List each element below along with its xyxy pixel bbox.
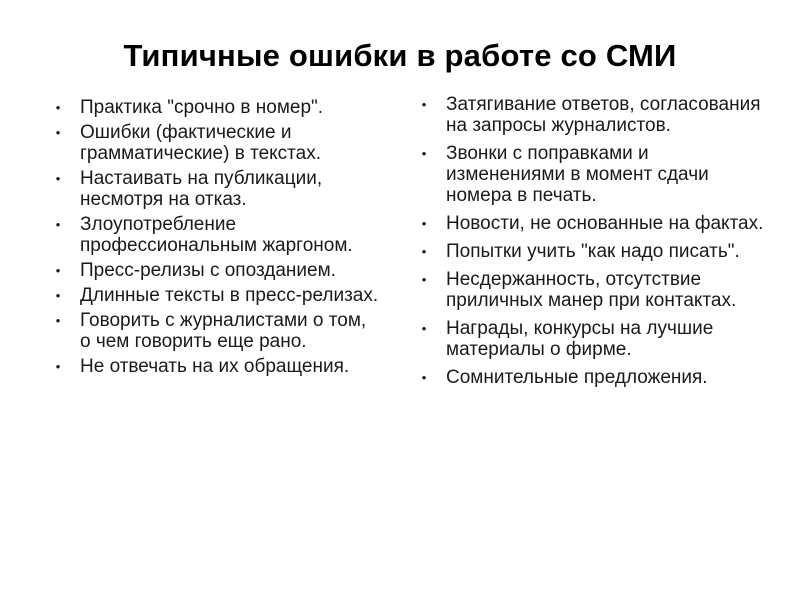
bullet-text: Говорить с журналистами о том, о чем говорить еще рано. [80,310,367,352]
bullet-icon: • [55,359,61,374]
bullet-text: Пресс-релизы с опозданием. [80,260,336,281]
bullet-item [50,97,380,118]
bullet-text: Попытки учить "как надо писать". [446,241,740,262]
bullet-text: Несдержанность, отсутствие приличных манер при контактах. [446,269,737,311]
bullet-icon: • [55,125,61,140]
bullet-icon: • [421,321,427,336]
bullet-icon: • [55,217,61,232]
bullet-item [50,356,380,377]
bullet-text: Награды, конкурсы на лучшие материалы о фирме. [446,318,714,360]
bullet-text: Настаивать на публикации, несмотря на отказ. [80,168,323,210]
bullet-icon: • [55,171,61,186]
bullet-text: Звонки с поправками и изменениями в момент сдачи номера в печать. [446,143,709,206]
bullet-icon: • [421,216,427,231]
bullet-icon: • [421,272,427,287]
bullet-item [416,269,766,311]
bullet-item [50,214,380,256]
bullet-text: Сомнительные предложения. [446,367,708,388]
bullet-icon: • [421,97,427,112]
bullet-item [416,367,766,388]
bullet-item [50,122,380,164]
bullet-item [50,168,380,210]
bullet-icon: • [55,288,61,303]
slide-title: Типичные ошибки в работе со СМИ [123,38,677,73]
bullet-icon: • [55,100,61,115]
bullet-icon: • [55,263,61,278]
bullet-text: Практика "срочно в номер". [80,97,324,118]
bullet-item [50,260,380,281]
bullet-text: Затягивание ответов, согласования на запросы журналистов. [446,94,761,136]
bullet-text: Ошибки (фактические и грамматические) в текстах. [80,122,322,164]
bullet-icon: • [55,313,61,328]
bullet-item [50,310,380,352]
left-bullet-list [50,97,380,381]
bullet-item [416,94,766,136]
bullet-text: Не отвечать на их обращения. [80,356,350,377]
bullet-icon: • [421,244,427,259]
bullet-item [416,143,766,206]
bullet-item [416,241,766,262]
bullet-item [416,213,766,234]
bullet-text: Длинные тексты в пресс-релизах. [80,285,379,306]
bullet-text: Новости, не основанные на фактах. [446,213,764,234]
bullet-icon: • [421,146,427,161]
bullet-text: Злоупотребление профессиональным жаргоном. [80,214,353,256]
bullet-item [50,285,380,306]
right-bullet-list [416,94,766,395]
bullet-icon: • [421,370,427,385]
bullet-item [416,318,766,360]
